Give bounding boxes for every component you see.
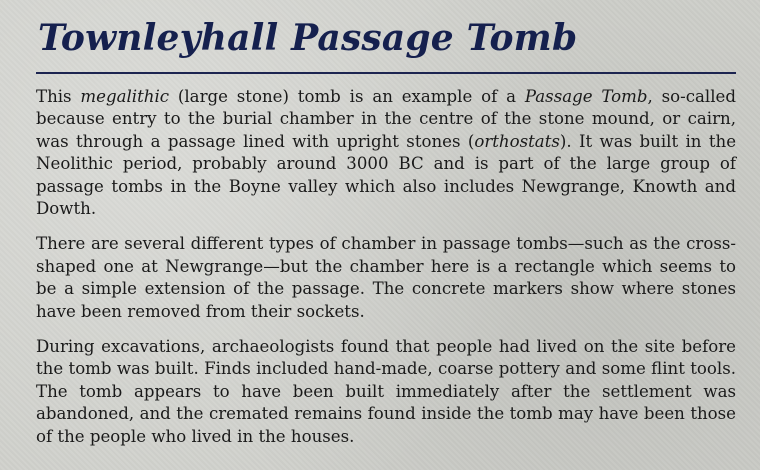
body-paragraph: [36, 86, 736, 220]
paragraph-text: There are several different types of chamber in passage tombs—such as the cross-shaped one at Newgrange—but the chamber here is a rectangle which seems to be a simple extension of the passage. The concrete markers show where stones have been removed from their sockets.: [36, 234, 736, 321]
paragraph-text: ). It was built in the Neolithic period, probably around 3000 BC and is part of the large group of passage tombs in the Boyne valley which also includes Newgrange, Knowth and Dowth.: [36, 131, 737, 219]
body-paragraph: [36, 336, 736, 448]
paragraph-text: This: [36, 87, 81, 106]
paragraph-text: , so-called because entry to the burial chamber in the centre of the stone mound, or cairn, was through a passage lined with upright stones (: [36, 87, 736, 151]
plaque-body: [36, 86, 737, 448]
italic-term: orthostats: [474, 131, 560, 151]
paragraph-text: During excavations, archaeologists found that people had lived on the site before the tomb was built. Finds included hand-made, coarse pottery and some flint tools. The tomb appears to have been built immediately after the settlement was abandoned, and the cremated remains found inside the tomb may have been those of the people who lived in the houses.: [36, 337, 736, 446]
italic-term: Passage Tomb: [524, 87, 648, 106]
italic-term: megalithic: [80, 87, 170, 106]
paragraph-text: (large stone) tomb is an example of a: [169, 87, 525, 106]
body-paragraph: [36, 233, 736, 323]
title-divider: [36, 72, 736, 74]
plaque-title: Townleyhall Passage Tomb: [38, 17, 578, 59]
